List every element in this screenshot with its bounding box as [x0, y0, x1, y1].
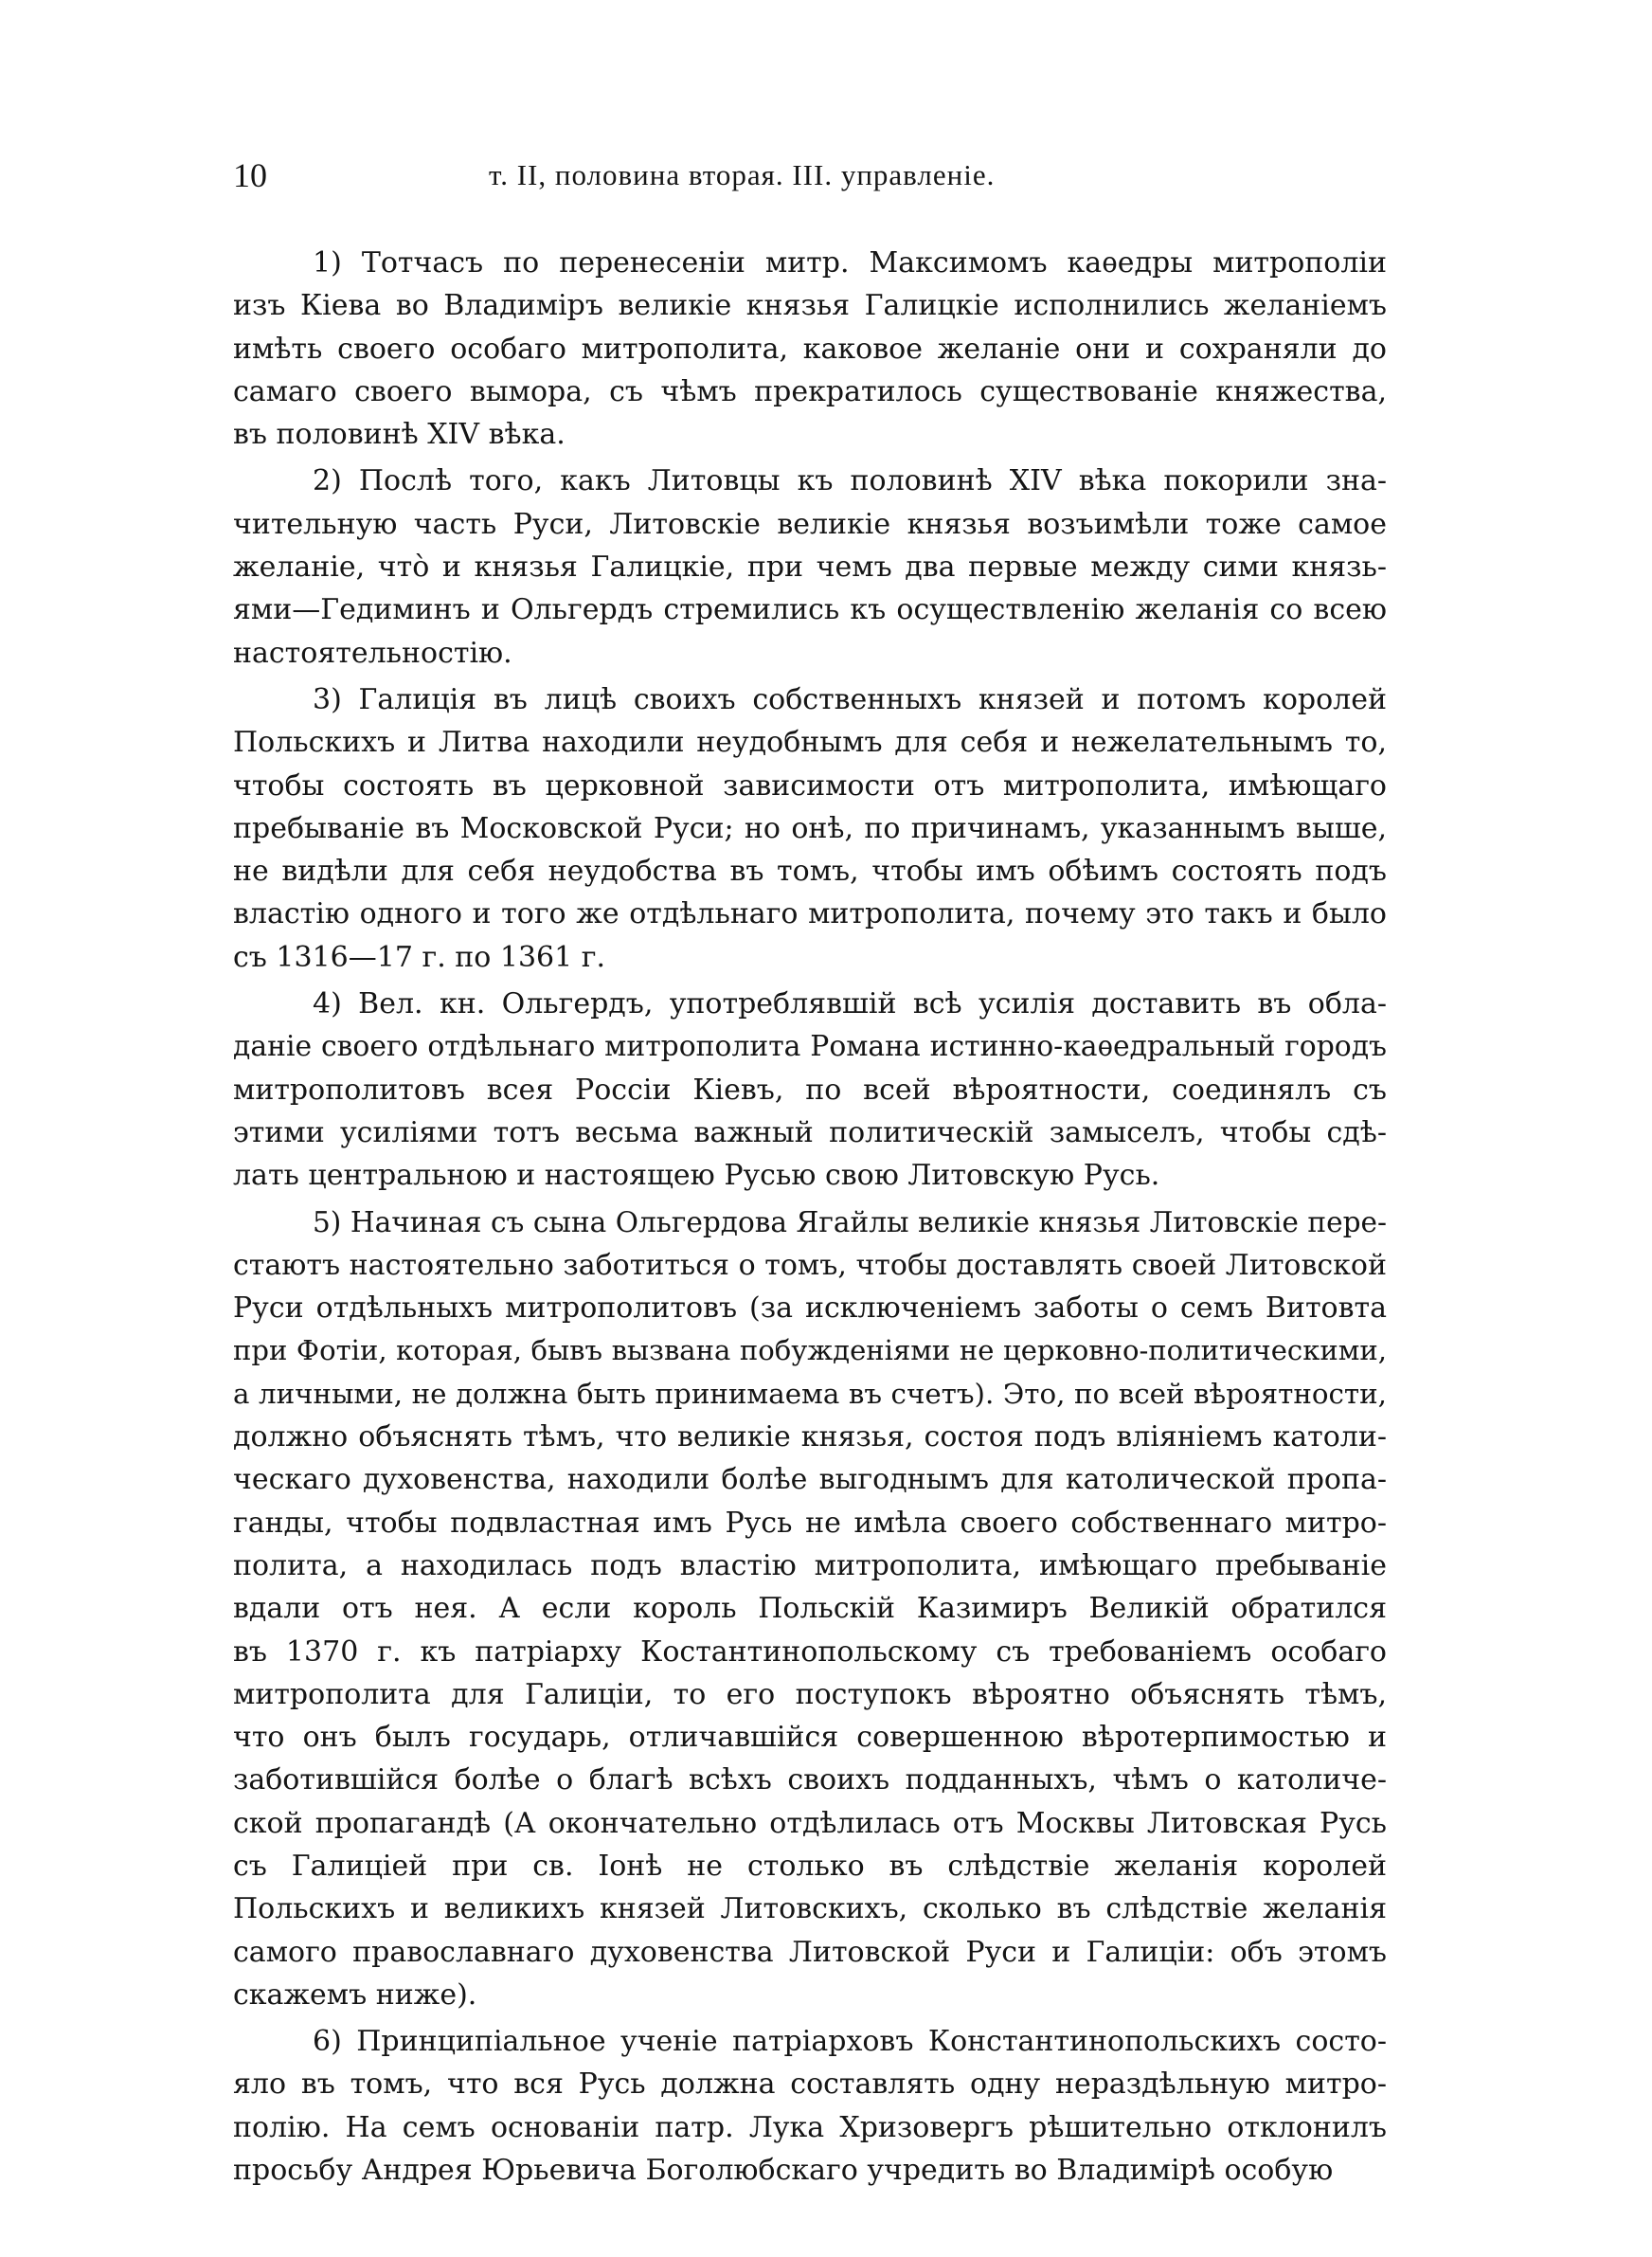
paragraph	[233, 678, 1387, 979]
text-line: заботившійся болѣе о благѣ всѣхъ своихъ подданныхъ, чѣмъ о католиче-	[233, 1763, 1387, 1797]
text-line: что онъ былъ государь, отличавшійся совершенною вѣротерпимостью и	[233, 1721, 1387, 1755]
text-line: должно объяснять тѣмъ, что великіе князья, состоя подъ вліяніемъ католи-	[233, 1420, 1387, 1454]
text-line: властію одного и того же отдѣльнаго митрополита, почему это такъ и было	[233, 897, 1387, 931]
text-line: стаютъ настоятельно заботиться о томъ, чтобы доставлять своей Литовской	[233, 1248, 1387, 1282]
body-text	[233, 242, 1387, 2195]
text-line: полита, а находилась подъ властію митрополита, имѣющаго пребываніе	[233, 1548, 1387, 1582]
text-line: ями—Гедиминъ и Ольгердъ стремились къ осуществленію желанія со всею	[233, 593, 1387, 627]
text-line: настоятельностію.	[233, 636, 512, 670]
text-line: просьбу Андрея Юрьевича Боголюбскаго учредить во Владимірѣ особую	[233, 2154, 1334, 2188]
text-line: не видѣли для себя неудобства въ томъ, чтобы имъ обѣимъ состоять подъ	[233, 855, 1387, 889]
text-line: 6) Принципіальное ученіе патріарховъ Константинопольскихъ состо-	[313, 2025, 1387, 2059]
text-line: 2) Послѣ того, какъ Литовцы къ половинѣ XIV вѣка покорили зна-	[313, 464, 1387, 498]
text-line: ческаго духовенства, находили болѣе выгоднымъ для католической пропа-	[233, 1463, 1387, 1497]
paragraph	[233, 2020, 1387, 2192]
text-line: этими усиліями тотъ весьма важный политическій замыселъ, чтобы сдѣ-	[233, 1115, 1387, 1149]
text-line: а личными, не должна быть принимаема въ счетъ). Это, по всей вѣроятности,	[233, 1377, 1387, 1410]
text-line: съ 1316—17 г. по 1361 г.	[233, 940, 606, 974]
paragraph	[233, 242, 1387, 456]
text-line: 3) Галиція въ лицѣ своихъ собственныхъ князей и потомъ королей	[313, 682, 1387, 716]
text-line: изъ Кіева во Владиміръ великіе князья Галицкіе исполнились желаніемъ	[233, 289, 1387, 323]
text-line: митрополитовъ всея Россіи Кіевъ, по всей вѣроятности, соединялъ съ	[233, 1073, 1387, 1107]
page-number: 10	[233, 156, 267, 194]
text-line: Руси отдѣльныхъ митрополитовъ (за исключеніемъ заботы о семъ Витовта	[233, 1291, 1387, 1326]
text-line: съ Галиціей при св. Іонѣ не столько въ слѣдствіе желанія королей	[233, 1849, 1387, 1883]
running-title: т. II, половина вторая. III. управленіе.	[489, 158, 996, 191]
text-line: яло въ томъ, что вся Русь должна составлять одну нераздѣльную митро-	[233, 2067, 1387, 2102]
paragraph	[233, 460, 1387, 674]
paragraph	[233, 983, 1387, 1197]
text-line: Польскихъ и Литва находили неудобнымъ для себя и нежелательнымъ то,	[233, 726, 1387, 760]
text-line: въ 1370 г. къ патріарху Костантинопольскому съ требованіемъ особаго	[233, 1634, 1387, 1669]
text-line: чительную часть Руси, Литовскіе великіе князья возъимѣли тоже самое	[233, 507, 1387, 541]
text-line: самого православнаго духовенства Литовской Руси и Галиціи: объ этомъ	[233, 1935, 1387, 1969]
text-line: 4) Вел. кн. Ольгердъ, употреблявшій всѣ усилія доставить въ обла-	[313, 987, 1387, 1021]
running-header	[233, 152, 1387, 199]
text-line: при Фотіи, которая, бывъ вызвана побужденіями не церковно-политическими,	[233, 1334, 1387, 1367]
paragraph	[233, 1201, 1387, 2017]
text-line: ганды, чтобы подвластная имъ Русь не имѣла своего собственнаго митро-	[233, 1506, 1387, 1540]
text-line: въ половинѣ XIV вѣка.	[233, 418, 566, 452]
text-line: лать центральною и настоящею Русью свою Литовскую Русь.	[233, 1159, 1160, 1193]
text-line: желаніе, что̀ и князья Галицкіе, при чемъ два первые между сими князь-	[233, 551, 1387, 585]
text-line: скажемъ ниже).	[233, 1977, 477, 2012]
text-line: имѣть своего особаго митрополита, каковое желаніе они и сохраняли до	[233, 332, 1387, 366]
text-line: вдали отъ нея. А если король Польскій Казимиръ Великій обратился	[233, 1592, 1387, 1626]
text-line: чтобы состоять въ церковной зависимости отъ митрополита, имѣющаго	[233, 768, 1387, 803]
text-line: ской пропагандѣ (А окончательно отдѣлилась отъ Москвы Литовская Русь	[233, 1806, 1387, 1840]
text-line: Польскихъ и великихъ князей Литовскихъ, сколько въ слѣдствіе желанія	[233, 1892, 1387, 1926]
text-line: самаго своего вымора, съ чѣмъ прекратилось существованіе княжества,	[233, 374, 1387, 408]
text-line: 5) Начиная съ сына Ольгердова Ягайлы великіе князья Литовскіе пере-	[313, 1205, 1387, 1238]
text-line: митрополита для Галиціи, то его поступокъ вѣроятно объяснять тѣмъ,	[233, 1677, 1387, 1711]
text-line: 1) Тотчасъ по перенесеніи митр. Максимомъ каѳедры митрополіи	[313, 246, 1387, 280]
text-line: пребываніе въ Московской Руси; но онѣ, по причинамъ, указаннымъ выше,	[233, 811, 1387, 845]
text-line: полію. На семъ основаніи патр. Лука Хризовергъ рѣшительно отклонилъ	[233, 2110, 1387, 2144]
text-line: даніе своего отдѣльнаго митрополита Романа истинно-каѳедральный городъ	[233, 1030, 1387, 1064]
